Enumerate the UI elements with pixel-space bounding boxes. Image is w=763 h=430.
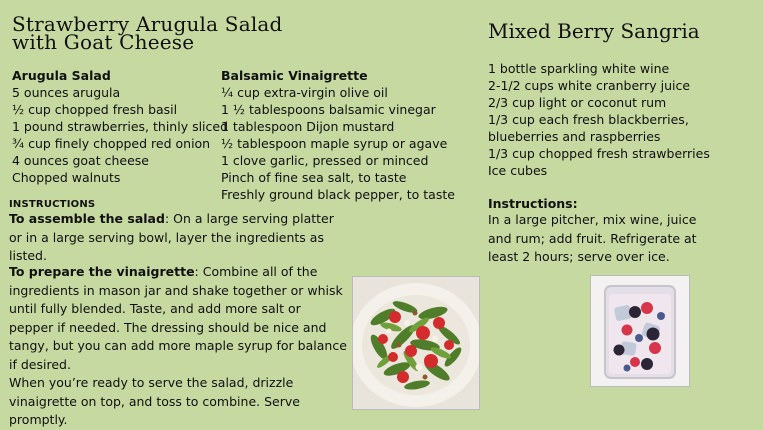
- prepare-text: : Combine all of the ingredients in mason jar and shake together or whisk until fully blended. Taste, and add more salt or pepper if needed. The dressing should be nice and tangy, but you can add more maple syrup for balance if desired.: [9, 264, 347, 372]
- vinaigrette-ingredients: [221, 67, 455, 203]
- list-item: 1 clove garlic, pressed or minced: [221, 153, 429, 168]
- salad-title-line1: Strawberry Arugula Salad: [12, 12, 283, 36]
- list-item: 1/3 cup each fresh blackberries,: [488, 112, 689, 127]
- salad-title: [12, 12, 283, 54]
- sangria-ingredients: [488, 60, 710, 179]
- sangria-instructions-heading: Instructions:: [488, 196, 578, 211]
- sangria-image: [591, 276, 689, 386]
- sangria-instructions-text: In a large pitcher, mix wine, juice and rum; add fruit. Refrigerate at least 2 hours; serve over ice.: [488, 212, 697, 264]
- list-item: 2/3 cup light or coconut rum: [488, 95, 667, 110]
- prepare-label: To prepare the vinaigrette: [9, 264, 195, 279]
- list-item: 5 ounces arugula: [12, 85, 121, 100]
- list-item: Ice cubes: [488, 163, 548, 178]
- assemble-text: : On a large serving platter or in a large serving bowl, layer the ingredients as listed.: [9, 211, 334, 263]
- list-item: Freshly ground black pepper, to taste: [221, 187, 455, 202]
- list-item: 1 bottle sparkling white wine: [488, 61, 670, 76]
- list-item: blueberries and raspberries: [488, 129, 661, 144]
- list-item: 1 ½ tablespoons balsamic vinegar: [221, 102, 436, 117]
- assemble-paragraph: [9, 210, 344, 266]
- arugula-heading: Arugula Salad: [12, 68, 111, 83]
- list-item: Pinch of fine sea salt, to taste: [221, 170, 407, 185]
- list-item: ¾ cup finely chopped red onion: [12, 136, 211, 151]
- serve-text: When you’re ready to serve the salad, drizzle vinaigrette on top, and toss to combine. Serve promptly.: [9, 375, 300, 427]
- list-item: ½ tablespoon maple syrup or agave: [221, 136, 448, 151]
- salad-image: [353, 277, 479, 409]
- list-item: 1 tablespoon Dijon mustard: [221, 119, 395, 134]
- list-item: ½ cup chopped fresh basil: [12, 102, 178, 117]
- vinaigrette-heading: Balsamic Vinaigrette: [221, 68, 368, 83]
- salad-title-line2: with Goat Cheese: [12, 30, 195, 54]
- list-item: ¼ cup extra-virgin olive oil: [221, 85, 388, 100]
- list-item: 1 pound strawberries, thinly sliced: [12, 119, 229, 134]
- sangria-title: Mixed Berry Sangria: [488, 19, 700, 43]
- list-item: Chopped walnuts: [12, 170, 121, 185]
- list-item: 1/3 cup chopped fresh strawberries: [488, 146, 710, 161]
- arugula-ingredients: [12, 67, 228, 186]
- salad-instructions-heading: INSTRUCTIONS: [9, 199, 96, 210]
- assemble-label: To assemble the salad: [9, 211, 165, 226]
- list-item: 4 ounces goat cheese: [12, 153, 149, 168]
- prepare-paragraph: [9, 263, 347, 430]
- sangria-photo: [590, 275, 690, 387]
- list-item: 2-1/2 cups white cranberry juice: [488, 78, 691, 93]
- salad-photo: [352, 276, 480, 410]
